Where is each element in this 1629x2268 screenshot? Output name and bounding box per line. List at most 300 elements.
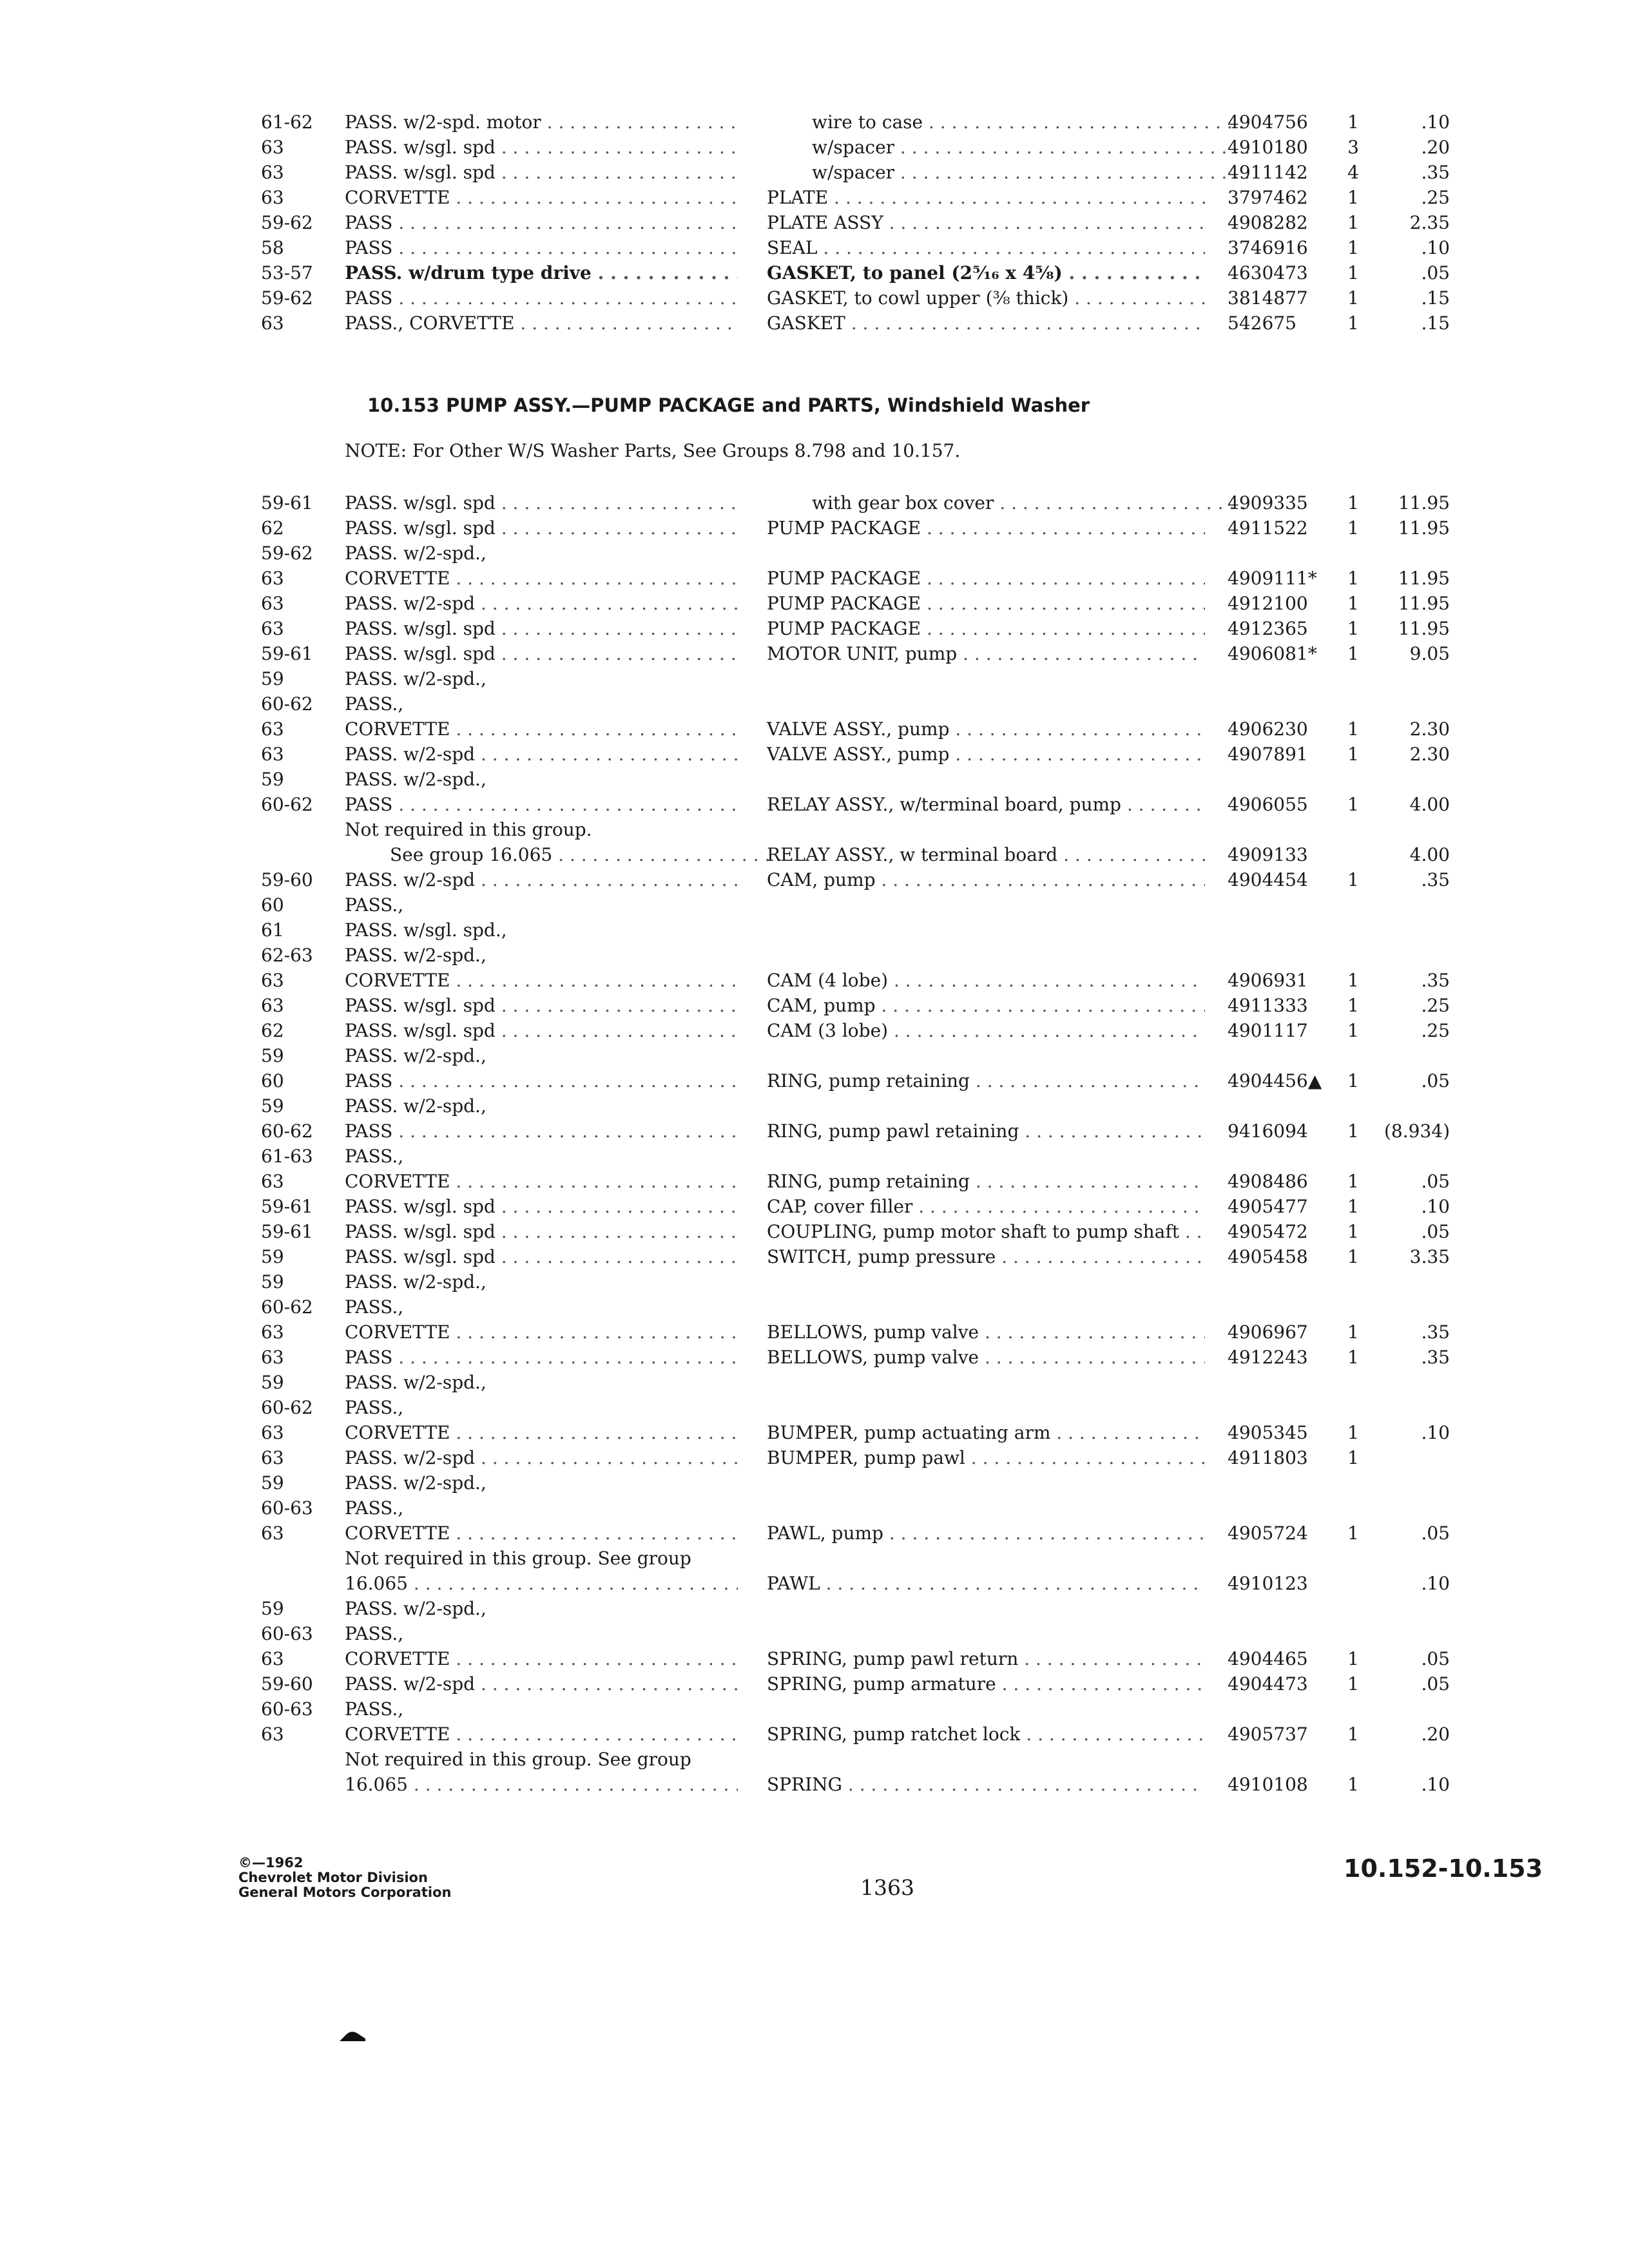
quantity: 1 — [1347, 1648, 1359, 1669]
model-description: PASS. w/sgl. spd . . . — [345, 616, 738, 641]
model-description: PASS. w/sgl. spd., — [345, 919, 507, 941]
part-name: SPRING . . . — [767, 1772, 1205, 1797]
table-row — [0, 541, 1629, 566]
model-description: PASS., — [345, 1497, 404, 1519]
price: 11.95 — [1398, 593, 1450, 614]
model-years: 63 — [261, 970, 284, 991]
price: 2.30 — [1409, 744, 1450, 765]
price: .35 — [1421, 970, 1450, 991]
quantity: 1 — [1347, 287, 1359, 309]
quantity: 1 — [1347, 744, 1359, 765]
model-description: Not required in this group. See group — [345, 1749, 691, 1770]
model-description: 16.065 . . . — [345, 1571, 738, 1596]
quantity: 1 — [1347, 1347, 1359, 1368]
model-years: 59 — [261, 769, 284, 790]
part-number: 542675 — [1228, 312, 1296, 334]
model-description: PASS. w/sgl. spd . . . — [345, 1194, 738, 1219]
main-parts-table — [0, 490, 1629, 1797]
price: 11.95 — [1398, 517, 1450, 539]
model-description: PASS. w/sgl. spd . . . — [345, 641, 738, 666]
table-row — [0, 892, 1629, 918]
price: .35 — [1421, 162, 1450, 183]
model-description: PASS . . . — [345, 285, 738, 311]
table-row — [0, 1119, 1629, 1144]
model-years: 60-62 — [261, 1397, 313, 1418]
model-description: PASS. w/2-spd., — [345, 1372, 487, 1393]
part-name: CAM (4 lobe) . . . — [767, 968, 1205, 993]
model-years: 59-62 — [261, 212, 313, 233]
part-name: GASKET, to cowl upper (³⁄₈ thick) . . . — [767, 285, 1205, 311]
table-row — [0, 1521, 1629, 1546]
table-row — [0, 1370, 1629, 1395]
quantity: 1 — [1347, 869, 1359, 890]
quantity: 1 — [1347, 1120, 1359, 1142]
model-description: PASS. w/2-spd. motor . . . — [345, 110, 738, 135]
table-row — [0, 1043, 1629, 1068]
quantity: 1 — [1347, 995, 1359, 1016]
model-years: 63 — [261, 1321, 284, 1343]
part-name: PLATE ASSY . . . — [767, 210, 1205, 235]
table-row — [0, 1294, 1629, 1320]
scan-mark-icon — [338, 2030, 367, 2042]
model-years: 61-63 — [261, 1146, 313, 1167]
model-description: 16.065 . . . — [345, 1772, 738, 1797]
model-description: CORVETTE . . . — [345, 1320, 738, 1345]
part-name: with gear box cover . . . — [767, 490, 1250, 515]
model-description: PASS . . . — [345, 1345, 738, 1370]
quantity: 1 — [1347, 1196, 1359, 1217]
model-years: 59-60 — [261, 1673, 313, 1695]
quantity: 1 — [1347, 568, 1359, 589]
price: 4.00 — [1409, 844, 1450, 865]
part-number: 3797462 — [1228, 187, 1308, 208]
table-row — [0, 185, 1629, 210]
price: 2.35 — [1409, 212, 1450, 233]
table-row — [0, 867, 1629, 892]
model-years: 63 — [261, 718, 284, 740]
model-description: PASS., — [345, 894, 404, 916]
model-years: 63 — [261, 1724, 284, 1745]
quantity: 1 — [1347, 794, 1359, 815]
table-row — [0, 1219, 1629, 1244]
model-description: CORVETTE . . . — [345, 716, 738, 742]
table-row — [0, 235, 1629, 260]
quantity: 1 — [1347, 718, 1359, 740]
part-number: 4907891 — [1228, 744, 1308, 765]
model-description: CORVETTE . . . — [345, 1722, 738, 1747]
model-description: PASS., — [345, 1397, 404, 1418]
table-row — [0, 1696, 1629, 1722]
part-number: 4910123 — [1228, 1573, 1308, 1594]
model-years: 61 — [261, 919, 284, 941]
table-row — [0, 1395, 1629, 1420]
part-number: 4910108 — [1228, 1774, 1308, 1795]
part-number: 4912243 — [1228, 1347, 1308, 1368]
table-row — [0, 1646, 1629, 1671]
part-name: PUMP PACKAGE . . . — [767, 591, 1205, 616]
table-row — [0, 993, 1629, 1018]
model-years: 61-62 — [261, 111, 313, 133]
table-row — [0, 1194, 1629, 1219]
model-years: 59 — [261, 1271, 284, 1293]
table-row — [0, 591, 1629, 616]
part-number: 4905477 — [1228, 1196, 1308, 1217]
model-years: 58 — [261, 237, 284, 258]
quantity: 1 — [1347, 1724, 1359, 1745]
quantity: 3 — [1347, 137, 1359, 158]
table-row — [0, 566, 1629, 591]
model-description: CORVETTE . . . — [345, 1521, 738, 1546]
quantity: 1 — [1347, 1447, 1359, 1468]
table-row — [0, 515, 1629, 541]
top-parts-table — [0, 110, 1629, 336]
table-row — [0, 1269, 1629, 1294]
price: .20 — [1421, 1724, 1450, 1745]
model-description: PASS., — [345, 1623, 404, 1644]
table-row — [0, 742, 1629, 767]
quantity: 1 — [1347, 187, 1359, 208]
table-row — [0, 968, 1629, 993]
price: .05 — [1421, 1070, 1450, 1091]
model-description: PASS., — [345, 1146, 404, 1167]
price: 2.30 — [1409, 718, 1450, 740]
model-description: CORVETTE . . . — [345, 1169, 738, 1194]
part-number: 4912365 — [1228, 618, 1308, 639]
price: 11.95 — [1398, 568, 1450, 589]
model-description: See group 16.065 . . . — [345, 842, 783, 867]
model-years: 59 — [261, 1372, 284, 1393]
quantity: 1 — [1347, 1070, 1359, 1091]
model-years: 63 — [261, 162, 284, 183]
price: 11.95 — [1398, 492, 1450, 514]
model-description: PASS., — [345, 1296, 404, 1318]
price: .20 — [1421, 137, 1450, 158]
model-years: 59 — [261, 1045, 284, 1066]
page-number: 1363 — [860, 1875, 914, 1900]
part-number: 3746916 — [1228, 237, 1308, 258]
model-years: 60-63 — [261, 1623, 313, 1644]
part-name: w/spacer . . . — [767, 160, 1250, 185]
quantity: 1 — [1347, 643, 1359, 664]
model-years: 63 — [261, 744, 284, 765]
model-description: Not required in this group. See group — [345, 1548, 691, 1569]
model-description: PASS. w/2-spd., — [345, 945, 487, 966]
table-row — [0, 1747, 1629, 1772]
part-name: SEAL . . . — [767, 235, 1205, 260]
copyright-line: General Motors Corporation — [238, 1885, 452, 1900]
model-description: PASS. w/2-spd., — [345, 1271, 487, 1293]
table-row — [0, 311, 1629, 336]
quantity: 1 — [1347, 1221, 1359, 1242]
model-description: CORVETTE . . . — [345, 1646, 738, 1671]
quantity: 1 — [1347, 492, 1359, 514]
part-number: 4905724 — [1228, 1523, 1308, 1544]
model-years: 59 — [261, 1472, 284, 1494]
table-row — [0, 1596, 1629, 1621]
table-row — [0, 691, 1629, 716]
model-years: 60-62 — [261, 693, 313, 715]
part-number: 4906081* — [1228, 643, 1317, 664]
model-years: 63 — [261, 618, 284, 639]
price: .10 — [1421, 1422, 1450, 1443]
part-name: CAM, pump . . . — [767, 867, 1205, 892]
table-row — [0, 641, 1629, 666]
model-years: 60 — [261, 894, 284, 916]
table-row — [0, 135, 1629, 160]
quantity: 1 — [1347, 1246, 1359, 1267]
part-number: 4911803 — [1228, 1447, 1308, 1468]
model-years: 59-61 — [261, 1221, 313, 1242]
part-name: PLATE . . . — [767, 185, 1205, 210]
price: 11.95 — [1398, 618, 1450, 639]
part-number: 4909133 — [1228, 844, 1308, 865]
table-row — [0, 210, 1629, 235]
table-row — [0, 1621, 1629, 1646]
part-number: 4906230 — [1228, 718, 1308, 740]
model-description: PASS . . . — [345, 1068, 738, 1093]
part-number: 4904756 — [1228, 111, 1308, 133]
model-years: 62 — [261, 1020, 284, 1041]
part-name: BUMPER, pump actuating arm . . . — [767, 1420, 1205, 1445]
model-description: PASS. w/sgl. spd . . . — [345, 135, 738, 160]
model-years: 63 — [261, 1347, 284, 1368]
model-description: PASS. w/2-spd., — [345, 1045, 487, 1066]
model-years: 59-62 — [261, 543, 313, 564]
part-number: 9416094 — [1228, 1120, 1308, 1142]
table-row — [0, 1445, 1629, 1470]
part-name: GASKET . . . — [767, 311, 1205, 336]
part-name: VALVE ASSY., pump . . . — [767, 742, 1205, 767]
price: .15 — [1421, 287, 1450, 309]
footer-copyright — [238, 1856, 451, 1900]
part-number: 4901117 — [1228, 1020, 1308, 1041]
model-years: 59 — [261, 1246, 284, 1267]
model-description: PASS . . . — [345, 1119, 738, 1144]
quantity: 1 — [1347, 212, 1359, 233]
price: .35 — [1421, 869, 1450, 890]
table-row — [0, 490, 1629, 515]
part-name: SPRING, pump pawl return . . . — [767, 1646, 1205, 1671]
quantity: 1 — [1347, 312, 1359, 334]
price: .25 — [1421, 995, 1450, 1016]
quantity: 1 — [1347, 970, 1359, 991]
model-years: 60-62 — [261, 794, 313, 815]
model-description: PASS. w/2-spd., — [345, 1598, 487, 1619]
table-row — [0, 943, 1629, 968]
model-years: 59-61 — [261, 643, 313, 664]
price: .05 — [1421, 1523, 1450, 1544]
model-years: 63 — [261, 593, 284, 614]
model-description: CORVETTE . . . — [345, 185, 738, 210]
table-row — [0, 1345, 1629, 1370]
quantity: 1 — [1347, 1171, 1359, 1192]
table-row — [0, 160, 1629, 185]
model-description: PASS . . . — [345, 210, 738, 235]
model-years: 59-62 — [261, 287, 313, 309]
model-years: 59-61 — [261, 492, 313, 514]
part-name: RELAY ASSY., w/terminal board, pump . . . — [767, 792, 1205, 817]
model-description: PASS. w/2-spd . . . — [345, 742, 738, 767]
quantity: 1 — [1347, 1673, 1359, 1695]
table-row — [0, 285, 1629, 311]
model-description: PASS. w/2-spd., — [345, 543, 487, 564]
price: .15 — [1421, 312, 1450, 334]
part-number: 4911522 — [1228, 517, 1308, 539]
part-number: 4906931 — [1228, 970, 1308, 991]
part-number: 4908486 — [1228, 1171, 1308, 1192]
table-row — [0, 767, 1629, 792]
price: .05 — [1421, 1673, 1450, 1695]
quantity: 1 — [1347, 262, 1359, 284]
model-description: PASS. w/2-spd., — [345, 1095, 487, 1117]
copyright-line: Chevrolet Motor Division — [238, 1870, 428, 1885]
table-row — [0, 1320, 1629, 1345]
section-heading: 10.153 PUMP ASSY.—PUMP PACKAGE and PARTS, Windshield Washer — [367, 394, 1090, 416]
model-description: PASS., — [345, 1698, 404, 1720]
part-name: CAP, cover filler . . . — [767, 1194, 1205, 1219]
model-description: Not required in this group. — [345, 819, 592, 840]
model-description: PASS. w/drum type drive . . . — [345, 260, 738, 285]
quantity: 1 — [1347, 1523, 1359, 1544]
price: .25 — [1421, 187, 1450, 208]
part-name: SWITCH, pump pressure . . . — [767, 1244, 1205, 1269]
table-row — [0, 842, 1629, 867]
model-years: 60-62 — [261, 1296, 313, 1318]
table-row — [0, 716, 1629, 742]
model-years: 62-63 — [261, 945, 313, 966]
part-number: 4905472 — [1228, 1221, 1308, 1242]
price: .05 — [1421, 262, 1450, 284]
price: (8.934) — [1383, 1120, 1450, 1142]
table-row — [0, 1495, 1629, 1521]
model-years: 60-63 — [261, 1497, 313, 1519]
part-number: 4904456▲ — [1228, 1070, 1322, 1091]
part-name: PUMP PACKAGE . . . — [767, 616, 1205, 641]
price: .35 — [1421, 1321, 1450, 1343]
part-number: 4905458 — [1228, 1246, 1308, 1267]
model-description: PASS., — [345, 693, 404, 715]
model-description: PASS. w/sgl. spd . . . — [345, 1219, 738, 1244]
part-number: 4909335 — [1228, 492, 1308, 514]
part-name: MOTOR UNIT, pump . . . — [767, 641, 1205, 666]
part-name: wire to case . . . — [767, 110, 1250, 135]
part-number: 4908282 — [1228, 212, 1308, 233]
part-name: PUMP PACKAGE . . . — [767, 515, 1205, 541]
model-years: 63 — [261, 187, 284, 208]
model-description: PASS. w/2-spd., — [345, 1472, 487, 1494]
part-name: PUMP PACKAGE . . . — [767, 566, 1205, 591]
model-description: CORVETTE . . . — [345, 566, 738, 591]
model-years: 60 — [261, 1070, 284, 1091]
part-name: CAM (3 lobe) . . . — [767, 1018, 1205, 1043]
part-name: PAWL, pump . . . — [767, 1521, 1205, 1546]
part-number: 4911333 — [1228, 995, 1308, 1016]
table-row — [0, 110, 1629, 135]
table-row — [0, 1722, 1629, 1747]
model-years: 63 — [261, 137, 284, 158]
model-description: PASS. w/2-spd., — [345, 769, 487, 790]
part-number: 4904454 — [1228, 869, 1308, 890]
model-years: 59-60 — [261, 869, 313, 890]
quantity: 1 — [1347, 1020, 1359, 1041]
model-years: 62 — [261, 517, 284, 539]
part-number: 4905737 — [1228, 1724, 1308, 1745]
part-number: 4910180 — [1228, 137, 1308, 158]
table-row — [0, 1546, 1629, 1571]
model-years: 59 — [261, 668, 284, 689]
table-row — [0, 1671, 1629, 1696]
model-years: 63 — [261, 1523, 284, 1544]
table-row — [0, 1093, 1629, 1119]
table-row — [0, 1571, 1629, 1596]
price: .05 — [1421, 1221, 1450, 1242]
price: .05 — [1421, 1171, 1450, 1192]
model-description: PASS. w/sgl. spd . . . — [345, 1244, 738, 1269]
model-description: PASS. w/sgl. spd . . . — [345, 993, 738, 1018]
part-name: w/spacer . . . — [767, 135, 1250, 160]
table-row — [0, 1244, 1629, 1269]
model-years: 63 — [261, 1422, 284, 1443]
table-row — [0, 918, 1629, 943]
model-years: 63 — [261, 995, 284, 1016]
model-years: 60-63 — [261, 1698, 313, 1720]
group-range: 10.152-10.153 — [1344, 1854, 1543, 1883]
part-name: BELLOWS, pump valve . . . — [767, 1320, 1205, 1345]
quantity: 1 — [1347, 1422, 1359, 1443]
table-row — [0, 1068, 1629, 1093]
part-number: 4905345 — [1228, 1422, 1308, 1443]
price: 4.00 — [1409, 794, 1450, 815]
table-row — [0, 666, 1629, 691]
part-name: BELLOWS, pump valve . . . — [767, 1345, 1205, 1370]
part-number: 4904465 — [1228, 1648, 1308, 1669]
part-name: CAM, pump . . . — [767, 993, 1205, 1018]
model-description: CORVETTE . . . — [345, 968, 738, 993]
model-years: 59 — [261, 1095, 284, 1117]
price: .10 — [1421, 1774, 1450, 1795]
model-description: PASS. w/sgl. spd . . . — [345, 490, 738, 515]
table-row — [0, 1772, 1629, 1797]
price: .10 — [1421, 237, 1450, 258]
model-description: PASS. w/2-spd . . . — [345, 591, 738, 616]
copyright-line: ©—1962 — [238, 1855, 304, 1870]
price: .05 — [1421, 1648, 1450, 1669]
price: .35 — [1421, 1347, 1450, 1368]
quantity: 1 — [1347, 111, 1359, 133]
part-name: PAWL . . . — [767, 1571, 1205, 1596]
quantity: 1 — [1347, 1774, 1359, 1795]
part-number: 4630473 — [1228, 262, 1308, 284]
table-row — [0, 616, 1629, 641]
model-description: PASS. w/sgl. spd . . . — [345, 515, 738, 541]
part-name: SPRING, pump armature . . . — [767, 1671, 1205, 1696]
table-row — [0, 260, 1629, 285]
model-description: PASS. w/2-spd . . . — [345, 867, 738, 892]
table-row — [0, 1018, 1629, 1043]
table-row — [0, 792, 1629, 817]
model-years: 63 — [261, 1447, 284, 1468]
model-description: PASS. w/sgl. spd . . . — [345, 160, 738, 185]
price: .10 — [1421, 1196, 1450, 1217]
model-years: 63 — [261, 568, 284, 589]
part-number: 4912100 — [1228, 593, 1308, 614]
part-number: 4909111* — [1228, 568, 1317, 589]
model-description: PASS. w/2-spd., — [345, 668, 487, 689]
part-number: 4911142 — [1228, 162, 1308, 183]
model-years: 63 — [261, 1648, 284, 1669]
price: .10 — [1421, 1573, 1450, 1594]
part-number: 4904473 — [1228, 1673, 1308, 1695]
